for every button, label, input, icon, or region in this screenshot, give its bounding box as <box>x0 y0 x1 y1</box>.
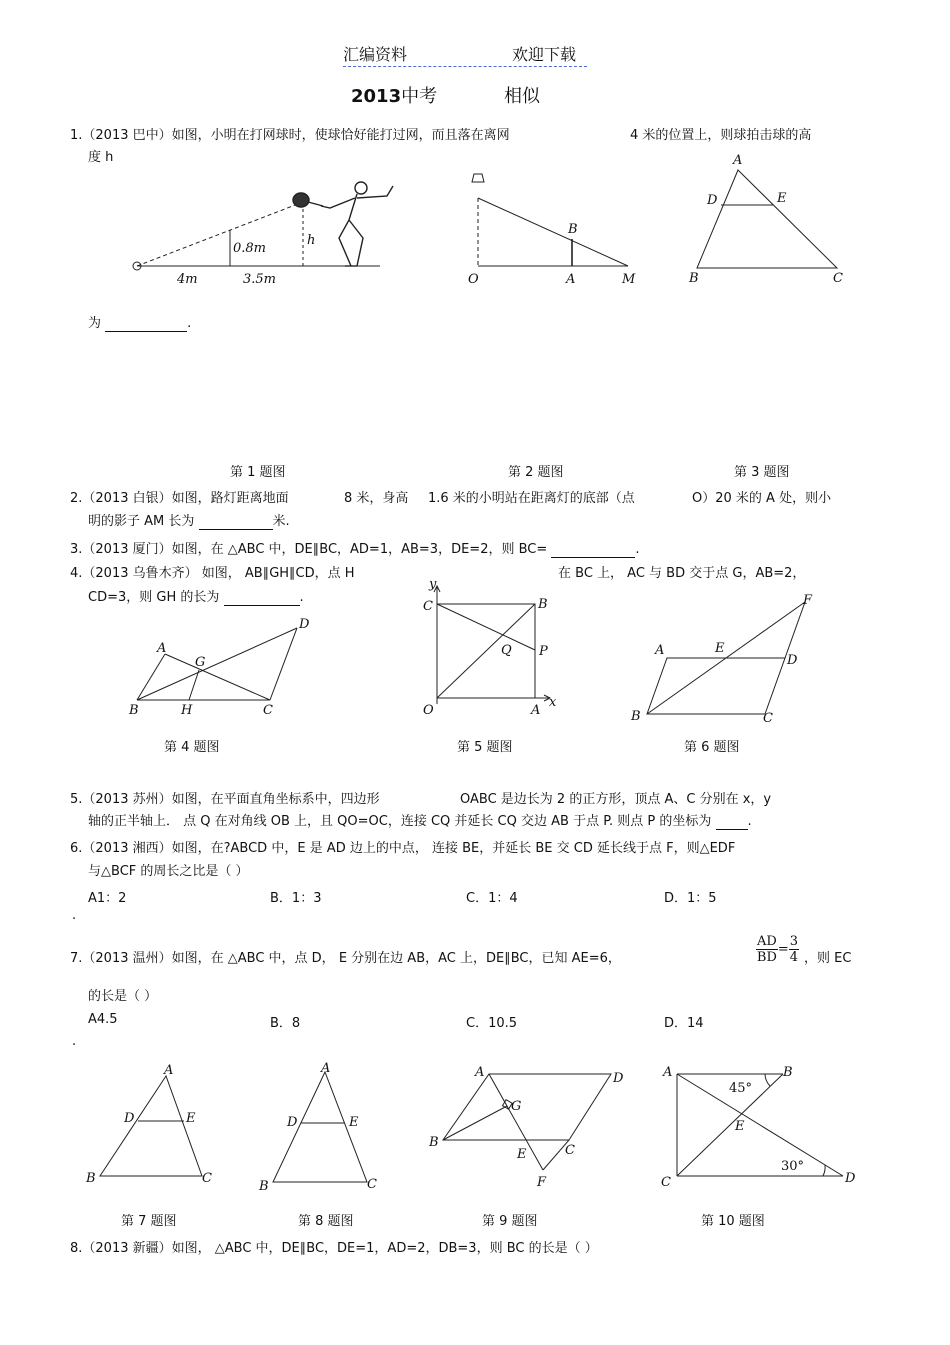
q10-label-A: A <box>663 1065 673 1080</box>
q4-label-C: C <box>263 703 273 718</box>
q10-label-E: E <box>735 1119 745 1134</box>
caption-6: 第 6 题图 <box>684 740 740 755</box>
q3-label-A: A <box>733 153 743 168</box>
q7-frac-den: BD <box>756 950 777 965</box>
q9-segment-BG <box>443 1106 507 1140</box>
q2-line2-text: 明的影子 AM 长为 <box>88 514 195 529</box>
q7-label-C: C <box>202 1171 212 1186</box>
q6-label-B: B <box>631 709 641 724</box>
q1-answer-blank[interactable] <box>105 316 187 332</box>
caption-1: 第 1 题图 <box>230 465 286 480</box>
q7-figure <box>80 1060 230 1190</box>
header-left: 汇编资料 <box>343 45 408 64</box>
q7-option-D[interactable]: D．14 <box>664 1016 704 1031</box>
q7-line1-end: ，则 EC <box>804 951 852 966</box>
caption-3: 第 3 题图 <box>734 465 790 480</box>
q6-line2: 与△BCF 的周长之比是（ ） <box>88 864 249 879</box>
caption-7: 第 7 题图 <box>121 1214 177 1229</box>
q3-triangle <box>697 170 837 268</box>
q6-segment-DF <box>785 602 805 658</box>
q7-line1: 7.（2013 温州）如图，在 △ABC 中，点 D， E 分别在边 AB，AC 上，DE∥BC，已知 AE=6， <box>70 951 621 966</box>
q2-line1b: 8 米，身高 <box>344 491 409 506</box>
caption-4: 第 4 题图 <box>164 740 220 755</box>
q3-answer-blank[interactable] <box>551 542 635 558</box>
q6-figure <box>625 590 835 730</box>
q8-line: 8.（2013 新疆）如图， △ABC 中，DE∥BC，DE=1，AD=2，DB=3，则 BC 的长是（ ） <box>70 1241 598 1256</box>
q4-label-H: H <box>181 703 193 718</box>
q9-figure <box>425 1058 635 1193</box>
q2-line2 <box>88 510 290 530</box>
q10-angle30: 30° <box>781 1159 805 1174</box>
q5-label-B: B <box>538 597 548 612</box>
q6-parallelogram <box>647 658 785 714</box>
q6-option-C[interactable]: C．1：4 <box>466 891 518 906</box>
q5-line2-text: 轴的正半轴上． 点 Q 在对角线 OB 上，且 QO=OC，连接 CQ 并延长 CQ 交边 AB 于点 P. 则点 P 的坐标为 <box>88 814 712 829</box>
q6-label-C: C <box>763 711 773 726</box>
q1-trajectory <box>137 202 303 266</box>
q5-line1a: 5.（2013 苏州）如图，在平面直角坐标系中，四边形 <box>70 792 380 807</box>
q5-label-A: A <box>531 703 541 718</box>
q8-label-B: B <box>259 1179 269 1194</box>
q4-label-D: D <box>299 617 310 632</box>
q4-label-B: B <box>129 703 139 718</box>
q8-figure <box>255 1060 395 1195</box>
q5-label-Q: Q <box>501 643 512 658</box>
q8-label-C: C <box>367 1177 377 1192</box>
q4-figure <box>125 612 325 722</box>
q1-line3 <box>88 312 191 332</box>
q5-label-P: P <box>539 644 548 659</box>
q2-figure <box>460 168 640 290</box>
tennis-player-icon <box>293 182 393 266</box>
q6-label-D: D <box>787 653 798 668</box>
q7-label-A: A <box>164 1063 174 1078</box>
q9-label-G: G <box>511 1099 522 1114</box>
q3-line <box>70 538 640 558</box>
q7-frac-eq: = <box>777 942 789 957</box>
q2-line1d: O）20 米的 A 处，则小 <box>692 491 832 506</box>
q9-label-C: C <box>565 1143 575 1158</box>
q7-label-D: D <box>124 1111 135 1126</box>
page-title <box>351 82 437 108</box>
q3-text: 3.（2013 厦门）如图，在 △ABC 中，DE∥BC，AD=1，AB=3，DE=2，则 BC= <box>70 542 548 557</box>
q2-label-A: A <box>566 272 576 287</box>
q5-line1b: OABC 是边长为 2 的正方形，顶点 A、C 分别在 x，y <box>460 792 772 807</box>
q3-label-C: C <box>833 271 843 286</box>
q8-label-E: E <box>349 1115 359 1130</box>
q6-label-A: A <box>655 643 665 658</box>
title-year: 2013 <box>351 86 402 107</box>
header-divider <box>343 66 587 67</box>
q1-line1: 1.（2013 巴中）如图，小明在打网球时，使球恰好能打过网，而且落在离网 <box>70 128 510 143</box>
q4-segment-AC <box>165 654 270 700</box>
q7-label-B: B <box>86 1171 96 1186</box>
q5-end: . <box>747 814 752 829</box>
q3-label-E: E <box>777 191 787 206</box>
q10-segment-AD <box>677 1074 843 1176</box>
q1-figure <box>125 180 410 290</box>
q7-val-num: 3 <box>789 934 798 949</box>
q4-answer-blank[interactable] <box>224 590 300 606</box>
q5-label-x: x <box>549 695 557 710</box>
q9-label-D: D <box>613 1071 624 1086</box>
caption-10: 第 10 题图 <box>701 1214 765 1229</box>
q10-figure <box>655 1058 865 1193</box>
q7-triangle <box>100 1076 202 1176</box>
q9-label-B: B <box>429 1135 439 1150</box>
q5-label-C: C <box>423 599 433 614</box>
q4-label-A: A <box>157 641 167 656</box>
q7-option-A[interactable]: A4.5 <box>88 1012 118 1027</box>
q5-line2 <box>88 810 752 830</box>
q5-diagonal-OB <box>437 604 535 698</box>
q10-angle-arc-B <box>765 1074 770 1086</box>
q7-label-E: E <box>186 1111 196 1126</box>
q4-label-G: G <box>195 655 206 670</box>
q5-answer-blank[interactable] <box>716 814 748 830</box>
header-right: 欢迎下载 <box>512 45 577 64</box>
q6-label-E: E <box>715 641 725 656</box>
caption-5: 第 5 题图 <box>457 740 513 755</box>
q6-option-B[interactable]: B．1：3 <box>270 891 322 906</box>
q2-label-B: B <box>568 222 578 237</box>
q10-label-B: B <box>783 1065 793 1080</box>
q1-net-height: 0.8m <box>233 241 267 256</box>
q4-line1a: 4.（2013 乌鲁木齐） 如图， AB∥GH∥CD，点 H <box>70 566 355 581</box>
q1-line2: 度 h <box>88 150 114 165</box>
caption-9: 第 9 题图 <box>482 1214 538 1229</box>
q6-option-D[interactable]: D．1：5 <box>664 891 717 906</box>
q2-line1a: 2.（2013 白银）如图，路灯距离地面 <box>70 491 289 506</box>
q7-fraction <box>756 934 799 965</box>
q4-line2 <box>88 586 304 606</box>
q2-light-ray <box>478 198 628 266</box>
q1-line1-dist: 4 米的位置上，则球拍击球的高 <box>630 128 812 143</box>
q4-line2-text: CD=3，则 GH 的长为 <box>88 590 220 605</box>
q9-label-E: E <box>517 1147 527 1162</box>
q9-label-A: A <box>475 1065 485 1080</box>
q2-answer-blank[interactable] <box>199 514 273 530</box>
q2-label-M: M <box>622 272 636 287</box>
q6-label-F: F <box>803 593 813 608</box>
q2-label-O: O <box>468 272 479 287</box>
q5-label-O: O <box>423 703 434 718</box>
q1-d2-label: 3.5m <box>243 272 277 287</box>
q7-option-C[interactable]: C．10.5 <box>466 1016 518 1031</box>
q2-line1c: 1.6 米的小明站在距离灯的底部（点 <box>428 491 635 506</box>
q7-option-B[interactable]: B．8 <box>270 1016 301 1031</box>
q7-frac-num: AD <box>757 934 777 949</box>
q9-label-F: F <box>537 1175 547 1190</box>
q2-line2-end: 米. <box>272 514 290 529</box>
q3-label-D: D <box>707 193 718 208</box>
q9-parallelogram <box>443 1074 611 1140</box>
title-exam: 中考 <box>401 86 438 107</box>
q1-end: . <box>187 316 192 331</box>
q8-label-A: A <box>321 1061 331 1076</box>
q5-segment-CP <box>437 604 535 650</box>
q3-figure <box>685 150 855 290</box>
q7-dot: . <box>72 1034 77 1049</box>
q10-label-D: D <box>845 1171 856 1186</box>
q3-label-B: B <box>689 271 699 286</box>
q4-line1b: 在 BC 上， AC 与 BD 交于点 G，AB=2， <box>558 566 806 581</box>
q4-end: . <box>299 590 304 605</box>
q10-angle45: 45° <box>729 1081 753 1096</box>
q10-label-C: C <box>661 1175 671 1190</box>
street-lamp-icon <box>472 174 484 182</box>
q4-segment-BD <box>137 628 297 700</box>
q8-label-D: D <box>287 1115 298 1130</box>
q6-option-A[interactable]: A1：2 <box>88 891 127 906</box>
caption-8: 第 8 题图 <box>298 1214 354 1229</box>
q5-label-y: y <box>429 577 437 592</box>
q1-h-label: h <box>307 233 316 248</box>
q7-val-den: 4 <box>789 950 798 965</box>
q6-line1: 6.（2013 湘西）如图，在?ABCD 中，E 是 AD 边上的中点， 连接 BE，并延长 BE 交 CD 延长线于点 F，则△EDF <box>70 841 736 856</box>
q3-end: . <box>635 542 640 557</box>
q9-segment-AF <box>489 1074 543 1170</box>
q6-dot: . <box>72 908 77 923</box>
q4-segment-BA <box>137 654 165 700</box>
caption-2: 第 2 题图 <box>508 465 564 480</box>
q10-angle-arc-D <box>823 1165 825 1176</box>
q5-figure <box>415 574 565 724</box>
title-topic: 相似 <box>504 86 540 107</box>
q1-line3-text: 为 <box>88 316 102 331</box>
q7-line2: 的长是（ ） <box>88 989 158 1004</box>
q1-d1-label: 4m <box>177 272 198 287</box>
